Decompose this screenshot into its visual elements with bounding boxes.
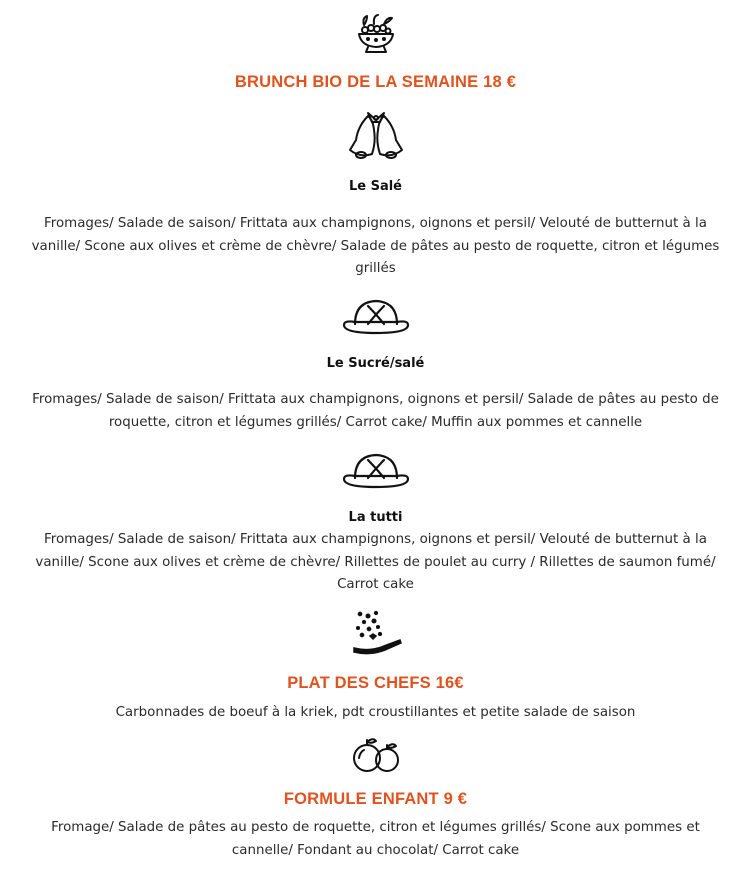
plat-title: PLAT DES CHEFS 16€ <box>287 674 464 692</box>
sucre-sale-description: Fromages/ Salade de saison/ Frittata aux champignons, oignons et persil/ Salade de pâtes au pesto de roquette, citron et légumes grillés/ Carrot cake/ Muffin aux pommes et cannelle <box>32 392 719 430</box>
enfant-title: FORMULE ENFANT 9 € <box>283 790 468 808</box>
bread-bun-icon <box>341 452 411 490</box>
sucre-sale-title: Le Sucré/salé <box>326 356 425 371</box>
frying-pan-icon <box>350 610 402 658</box>
salad-bowl-icon <box>354 12 398 54</box>
brunch-title: BRUNCH BIO DE LA SEMAINE 18 € <box>234 73 517 91</box>
bells-icon <box>346 108 406 162</box>
sale-description: Fromages/ Salade de saison/ Frittata aux champignons, oignons et persil/ Velouté de butternut à la vanille/ Scone aux olives et crème de chèvre/ Salade de pâtes au pesto de roquette, citron et légumes grillés <box>31 216 720 276</box>
apples-icon <box>349 736 403 774</box>
sale-title: Le Salé <box>348 179 403 194</box>
tutti-title: La tutti <box>348 510 403 525</box>
plat-description: Carbonnades de boeuf à la kriek, pdt croustillantes et petite salade de saison <box>115 705 636 720</box>
bread-bun-icon <box>341 298 411 336</box>
enfant-description: Fromage/ Salade de pâtes au pesto de roquette, citron et légumes grillés/ Scone aux pommes et cannelle/ Fondant au chocolat/ Carrot cake <box>51 820 700 858</box>
tutti-description: Fromages/ Salade de saison/ Frittata aux champignons, oignons et persil/ Velouté de butternut à la vanille/ Scone aux olives et crème de chèvre/ Rillettes de poulet au curry / Rillettes de saumon fumé/ Carrot cake <box>35 532 716 592</box>
